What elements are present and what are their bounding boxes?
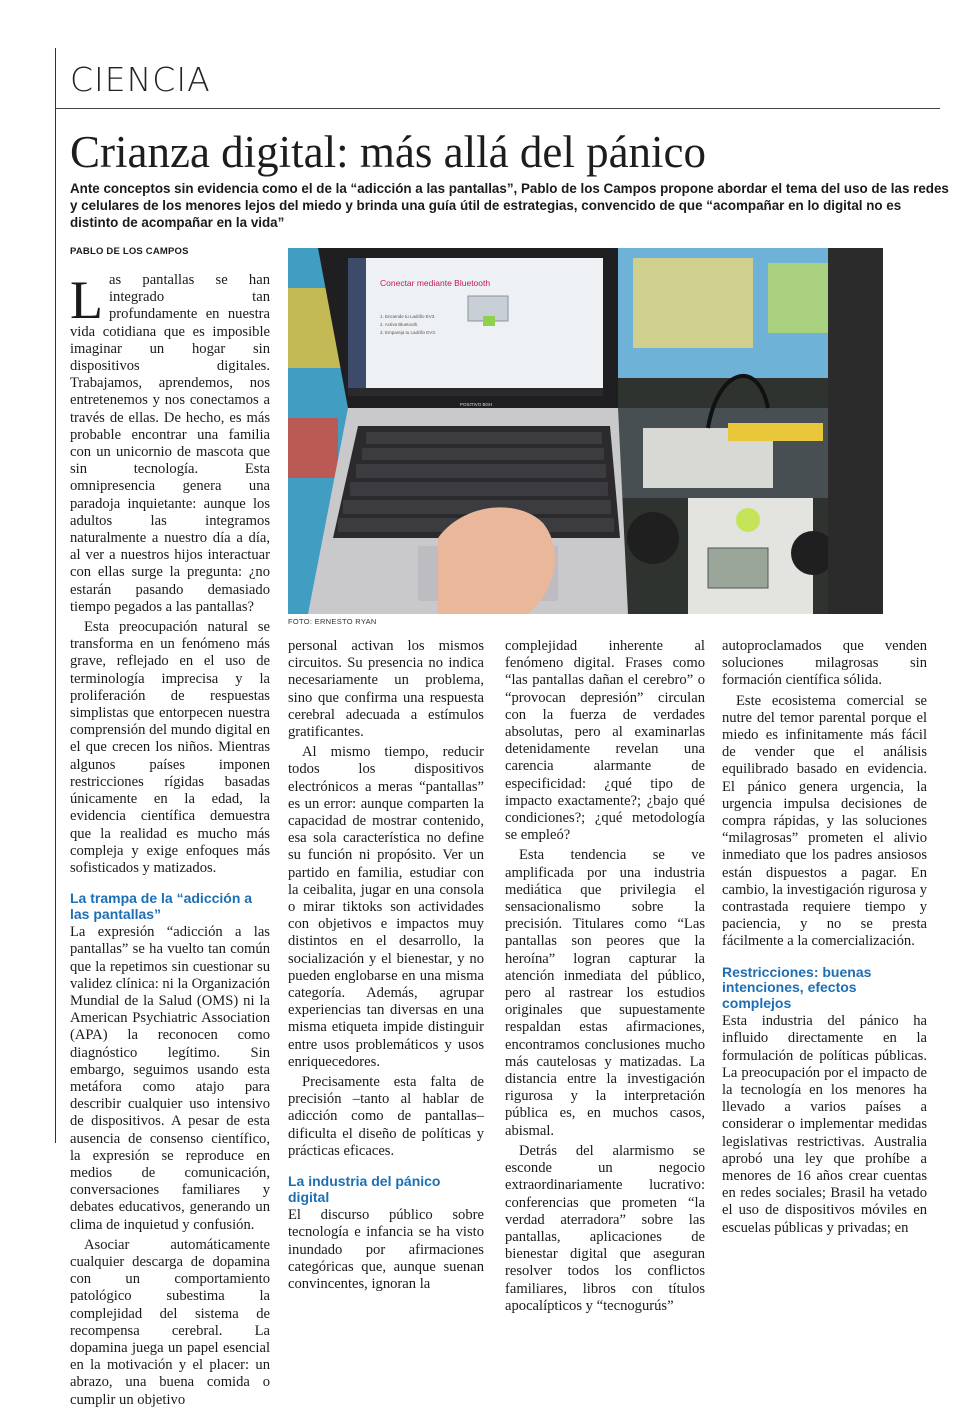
article-column-4 [722,638,927,1240]
screen-sidebar [348,258,366,396]
screen-step-2: 2. Activa Bluetooth. [380,322,419,327]
paragraph-text: as pantallas se han integrado tan profundamente en nuestra vida cotidiana que es imposible imaginar un hogar sin dispositivos digitales. Trabajamos, aprendemos, nos entretenemos y nos conectamos a través de ellas. De hecho, es más probable encontrar una familia con un unicornio de mascota que sin tecnología. Esta omnipresencia genera una paradoja inquietante: aunque los adultos las integramos naturalmente a nuestro día a día, al ver a nuestros hijos interactuar con ellas surge la pregunta: ¿no estarán pasando demasiado tiempo pegados a las pantallas? [70,272,270,615]
photo-right-edge [828,248,883,614]
screen-taskbar [348,388,603,396]
screen-step-1: 1. Enciende tu Ladrillo EV3. [380,314,436,319]
screen-title: Conectar mediante Bluetooth [380,278,491,288]
section-divider [55,108,940,109]
robot-brick-button [736,508,760,532]
robot-wheel-left [627,512,679,564]
section-label: CIENCIA [70,60,211,99]
robot-brick-screen [708,548,768,588]
paragraph: Asociar automáticamente cualquier descarga de dopamina con un comportamiento patológico subestima la complejidad del sistema de recompensa cerebral. La dopamina juega un papel esencial en la motivación y el placer: un abrazo, una buena comida o cumplir un objetivo [70,1236,270,1408]
child-hand [438,507,555,614]
article-photo [288,248,883,614]
subheading: La trampa de la “adicción a las pantallas” [70,890,253,922]
subheading: Restricciones: buenas intenciones, efectos complejos [722,963,872,1011]
paragraph: Esta preocupación natural se transforma en un fenómeno más grave, reflejado en el uso de terminología imprecisa y la proliferación de respuestas simplistas que entorpecen nuestra comprensión del mundo digital en el que crecen los niños. Mientras algunos países imponen restricciones rígidas basadas únicamente en la edad, la evidencia científica demuestra que la realidad es mucho más compleja y exige enfoques más sofisticados y matizados. [70,619,270,876]
photo-illustration [288,248,883,614]
paragraph: complejidad inherente al fenómeno digital. Frases como “las pantallas dañan el cerebro” o “provocan depresión” circulan con la fuerza de verdades absolutas, pero al examinarlas detenidamente revelan una carencia alarmante de especificidad: ¿qué tipo de impacto exactamente?; ¿bajo qué condiciones?; ¿qué metodología se empleó? [505,638,705,844]
article-column-1 [70,272,270,1412]
left-column-rule [55,48,56,1143]
paragraph: Detrás del alarmismo se esconde un negocio extraordinariamente lucrativo: conferencias que prometen “la verdad aterradora” sobre las pantallas, aplicaciones de bienestar digital que aseguran resolver todos los conflictos familiares, libros con títulos apocalípticos y “tecnogurús” [505,1142,705,1314]
drop-cap: L [70,270,103,330]
paragraph: autoproclamados que venden soluciones milagrosas sin formación científica sólida. [722,638,927,689]
screen-step-3: 3. Empareja tu Ladrillo EV3. [380,330,437,335]
paragraph: La expresión “adicción a las pantallas” se ha vuelto tan común que la repetimos sin cuestionar su validez clínica: ni la Organización Mundial de la Salud (OMS) ni la American Psychiatric Association (APA) la reconocen como diagnóstico legítimo. Sin embargo, seguimos usando esta metáfora como atajo para describir cualquier uso intensivo de dispositivos. A pesar de esta ausencia de consenso científico, la expresión se reproduce en medios de comunicación, conversaciones familiares y debates educativos, generando un clima de inquietud y confusión. [70,924,270,1233]
paragraph: personal activan los mismos circuitos. Su presencia no indica necesariamente un problema, sino que confirma una respuesta cerebral adecuada a estímulos gratificantes. [288,638,484,741]
paragraph: Precisamente esta falta de precisión –tanto al hablar de adicción como de pantallas– dificulta el diseño de políticas y prácticas eficaces. [288,1074,484,1159]
paragraph: Este ecosistema comercial se nutre del temor parental porque el miedo es infinitamente más fácil de vender que el análisis equilibrado basado en evidencia. El pánico genera urgencia, la urgencia impulsa decisiones de compra rápidas, y las soluciones “milagrosas” prometen el alivio inmediato que los padres ansiosos están dispuestos a pagar. En cambio, la investigación rigurosa y contrastada requiere tiempo y paciencia, y no se presta fácilmente a la comercialización. [722,692,927,950]
screen-brick-image [483,316,495,326]
photo-credit: FOTO: ERNESTO RYAN [288,617,377,626]
paragraph: El discurso público sobre tecnología e infancia se ha visto inundado por afirmaciones categóricas que, aunque suenan convincentes, ignoran la [288,1207,484,1292]
paragraph: Esta tendencia se ve amplificada por una industria mediática que privilegia el sensacionalismo sobre la precisión. Titulares como “Las pantallas son peores que la heroína” logran capturar la atención inmediata del público, pero al rastrear los estudios originales que supuestamente respaldan estas afirmaciones, encontramos conclusiones mucho más cautelosas y matizadas. La distancia entre la investigación rigurosa y la interpretación pública es, en muchos casos, abismal. [505,847,705,1139]
article-column-3 [505,638,705,1318]
byline: PABLO DE LOS CAMPOS [70,246,189,257]
article-column-2 [288,638,484,1296]
laptop-brand: POSITIVO BGH [460,402,493,407]
lead-paragraph: Ante conceptos sin evidencia como el de la “adicción a las pantallas”, Pablo de los Campos propone abordar el tema del uso de las redes y celulares de los menores lejos del miedo y brinda una guía útil de estrategias, convencido de que “acompañar en lo digital no es distinto de acompañar en la vida” [70,181,949,230]
paragraph: Esta industria del pánico ha influido directamente en la formulación de políticas públicas. La preocupación por el impacto de la tecnología en los menores ha llevado a varios países a considerar o implementar medidas legislativas restrictivas. Australia aprobó una ley que prohíbe a menores de 16 años crear cuentas en redes sociales; Brasil ha vetado el uso de dispositivos móviles en escuelas públicas y privadas; en [722,1013,927,1236]
paragraph [70,272,270,616]
robot-yellow-beam [728,423,823,441]
mat-red-area [288,418,338,478]
headline: Crianza digital: más allá del pánico [70,127,707,177]
paragraph: Al mismo tiempo, reducir todos los dispositivos electrónicos a meras “pantallas” es un error: aunque comparten la capacidad de mostrar contenido, esa sola característica no define su función ni propósito. Ver un partido en familia, estudiar con la ceibalita, jugar en una consola o mirar tiktoks son actividades con objetivos e impactos muy distintos en el desarrollo, la socialización y el bienestar, y no pueden englobarse en una misma categoría. Además, agrupar experiencias tan diversas en una misma etiqueta impide distinguir entre usos problemáticos y usos enriquecedores. [288,744,484,1070]
subheading: La industria del pánico digital [288,1173,441,1205]
mat-top-right-yellow [633,258,753,348]
